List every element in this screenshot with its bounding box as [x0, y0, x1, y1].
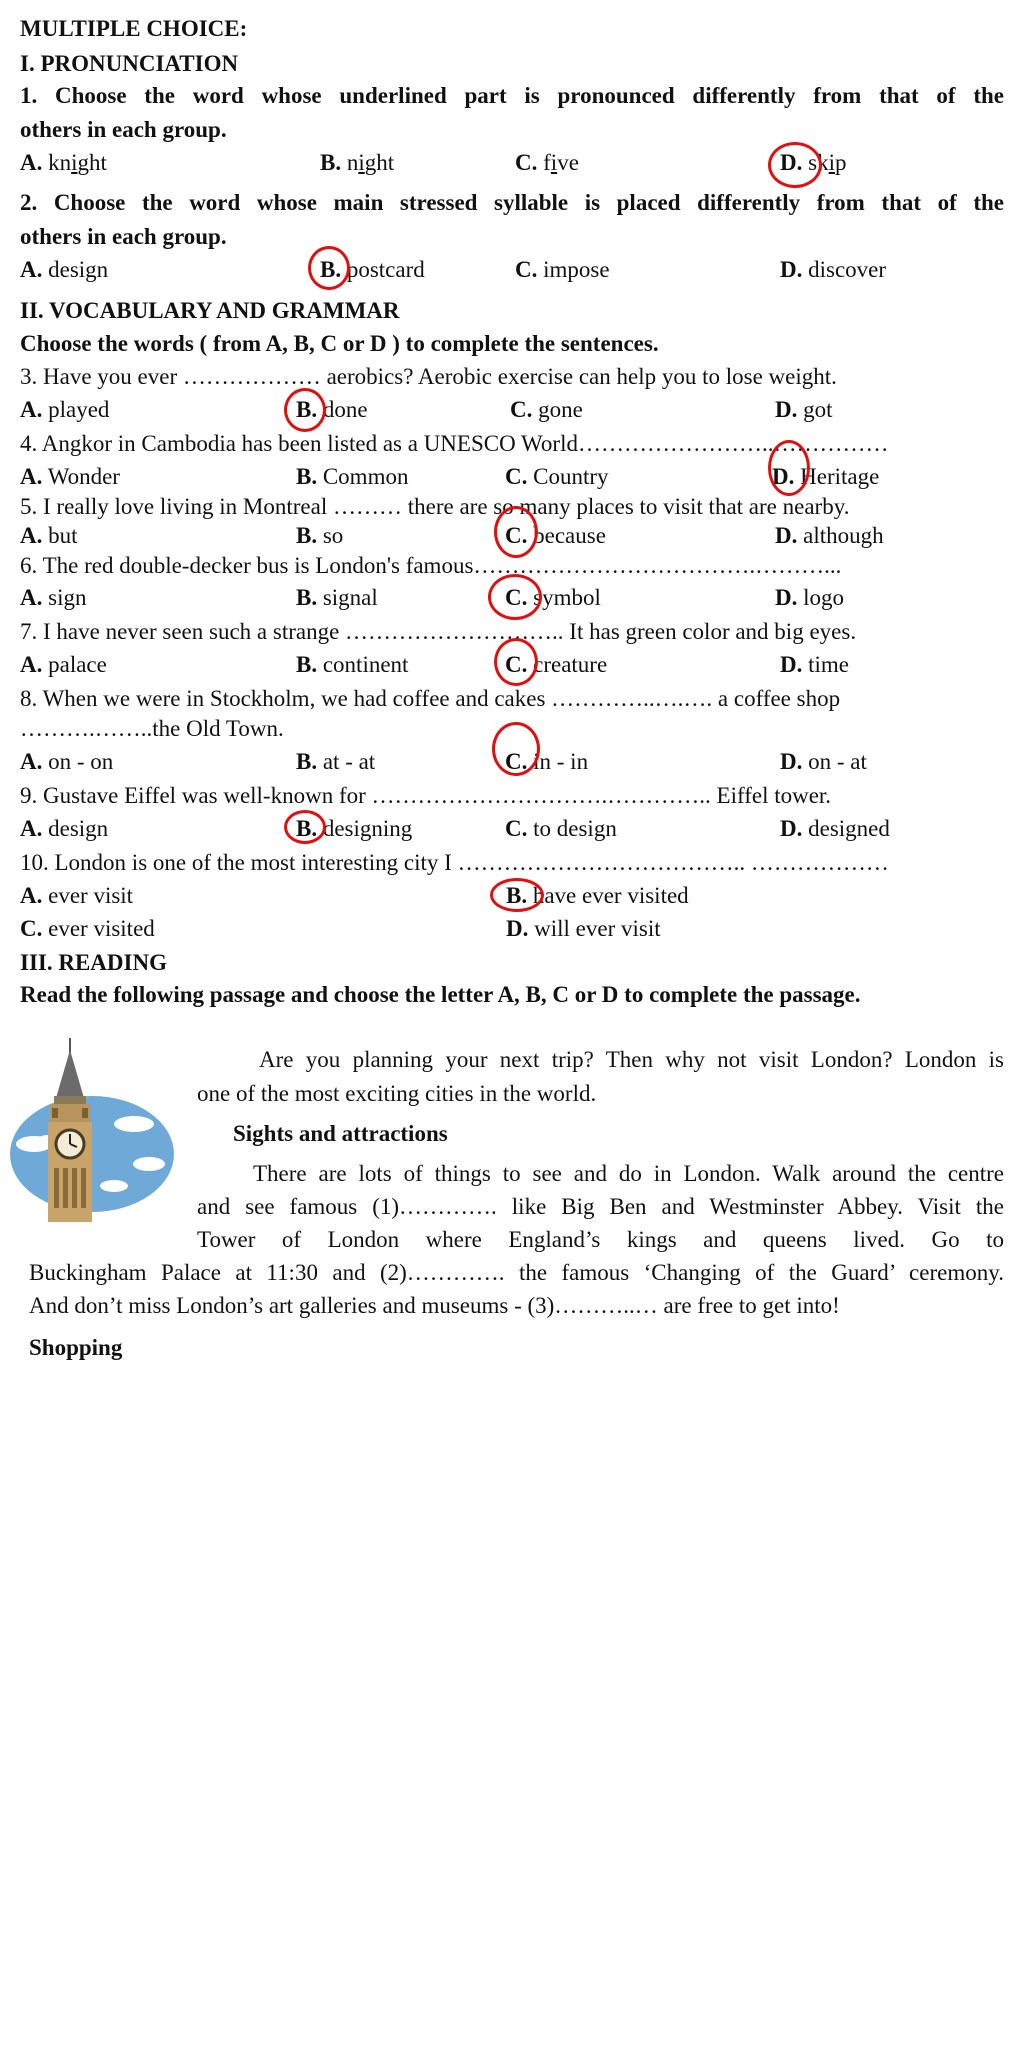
q8-question-line2: ……….……..the Old Town. — [20, 716, 284, 741]
q7-options — [20, 650, 1004, 680]
q7-option-d[interactable]: D. time — [780, 652, 850, 677]
q2-option-d[interactable]: D. discover — [780, 257, 887, 282]
q4-options — [20, 462, 1004, 492]
passage-intro-line1: Are you planning your next trip? Then why not visit London? London is — [259, 1047, 1004, 1072]
q5-options — [20, 521, 1004, 551]
big-ben-illustration — [4, 1036, 176, 1222]
q6-option-b[interactable]: B. signal — [296, 585, 378, 610]
q9-option-d[interactable]: D. designed — [780, 816, 890, 841]
q10-option-c[interactable]: C. ever visited — [20, 916, 155, 941]
q3-option-b[interactable]: B. done — [296, 397, 368, 422]
q1-instruction-line1: 1. Choose the word whose underlined part is pronounced differently from that of the — [20, 83, 1004, 108]
q8-option-a[interactable]: A. on - on — [20, 749, 114, 774]
passage-sights-line5: And don’t miss London’s art galleries and museums - (3)………..… are free to get into! — [29, 1293, 840, 1318]
section-reading-heading: III. READING — [20, 950, 167, 975]
q1-options — [20, 148, 1004, 178]
q9-option-a[interactable]: A. design — [20, 816, 109, 841]
q9-option-b[interactable]: B. designing — [296, 816, 413, 841]
page-title: MULTIPLE CHOICE: — [20, 16, 248, 41]
q1-option-a[interactable]: A. knight — [20, 150, 107, 175]
q5-option-a[interactable]: A. but — [20, 523, 78, 548]
q9-options — [20, 814, 1004, 844]
q2-options — [20, 255, 1004, 285]
q9-question: 9. Gustave Eiffel was well-known for ………………………….………….. Eiffel tower. — [20, 783, 832, 808]
q6-option-a[interactable]: A. sign — [20, 585, 87, 610]
q6-option-d[interactable]: D. logo — [775, 585, 845, 610]
q3-option-a[interactable]: A. played — [20, 397, 110, 422]
q1-option-b[interactable]: B. night — [320, 150, 395, 175]
q1-option-c[interactable]: C. five — [515, 150, 579, 175]
q8-options — [20, 747, 1004, 777]
q6-option-c[interactable]: C. symbol — [505, 585, 601, 610]
q5-option-b[interactable]: B. so — [296, 523, 344, 548]
section-pronunciation-heading: I. PRONUNCIATION — [20, 51, 239, 76]
q2-instruction-line2: others in each group. — [20, 224, 227, 249]
q4-question: 4. Angkor in Cambodia has been listed as a UNESCO World……………………..…………… — [20, 431, 889, 456]
passage-intro-line2: one of the most exciting cities in the world. — [197, 1081, 597, 1106]
q3-options — [20, 395, 1004, 425]
q3-option-c[interactable]: C. gone — [510, 397, 583, 422]
q4-option-a[interactable]: A. Wonder — [20, 464, 120, 489]
q6-options — [20, 583, 1004, 613]
q3-option-d[interactable]: D. got — [775, 397, 833, 422]
q8-option-b[interactable]: B. at - at — [296, 749, 376, 774]
q5-option-c[interactable]: C. because — [505, 523, 606, 548]
q5-question: 5. I really love living in Montreal ……… there are so many places to visit that are nearby. — [20, 494, 850, 519]
q1-option-d[interactable]: D. skip — [780, 150, 847, 175]
q7-option-b[interactable]: B. continent — [296, 652, 409, 677]
q3-question: 3. Have you ever ……………… aerobics? Aerobic exercise can help you to lose weight. — [20, 364, 837, 389]
q8-option-d[interactable]: D. on - at — [780, 749, 867, 774]
q4-option-c[interactable]: C. Country — [505, 464, 609, 489]
q2-option-b[interactable]: B. postcard — [320, 257, 425, 282]
q7-question: 7. I have never seen such a strange ……………………….. It has green color and big eyes. — [20, 619, 857, 644]
q4-option-b[interactable]: B. Common — [296, 464, 409, 489]
q10-option-d[interactable]: D. will ever visit — [506, 916, 661, 941]
q7-option-c[interactable]: C. creature — [505, 652, 608, 677]
q4-option-d[interactable]: D. Heritage — [772, 464, 880, 489]
q7-option-a[interactable]: A. palace — [20, 652, 107, 677]
passage-sights-line1: There are lots of things to see and do in London. Walk around the centre — [253, 1161, 1004, 1186]
section-vocabulary-heading: II. VOCABULARY AND GRAMMAR — [20, 298, 400, 323]
q2-option-c[interactable]: C. impose — [515, 257, 610, 282]
q9-option-c[interactable]: C. to design — [505, 816, 617, 841]
q2-instruction-line1: 2. Choose the word whose main stressed syllable is placed differently from that of the — [20, 190, 1004, 215]
passage-subheading-shopping: Shopping — [29, 1335, 123, 1360]
q10-option-b[interactable]: B. have ever visited — [506, 883, 689, 908]
q1-instruction-line2: others in each group. — [20, 117, 227, 142]
q10-options-row2 — [20, 914, 1004, 944]
passage-sights-line4: Buckingham Palace at 11:30 and (2)…………. the famous ‘Changing of the Guard’ ceremony. — [29, 1260, 1004, 1285]
q5-option-d[interactable]: D. although — [775, 523, 884, 548]
q10-option-a[interactable]: A. ever visit — [20, 883, 134, 908]
q10-question: 10. London is one of the most interesting city I ……………………………….. ……………… — [20, 850, 889, 875]
q6-question: 6. The red double-decker bus is London's famous……………………………….………... — [20, 553, 842, 578]
passage-subheading-sights: Sights and attractions — [233, 1121, 448, 1146]
q10-options-row1 — [20, 881, 1004, 911]
vocabulary-instruction: Choose the words ( from A, B, C or D ) to complete the sentences. — [20, 331, 659, 356]
passage-sights-line3: Tower of London where England’s kings and queens lived. Go to — [197, 1227, 1004, 1252]
reading-instruction: Read the following passage and choose the letter A, B, C or D to complete the passage. — [20, 982, 861, 1007]
passage-sights-line2: and see famous (1)…………. like Big Ben and Westminster Abbey. Visit the — [197, 1194, 1004, 1219]
q8-option-c[interactable]: C. in - in — [505, 749, 589, 774]
q2-option-a[interactable]: A. design — [20, 257, 109, 282]
q8-question-line1: 8. When we were in Stockholm, we had coffee and cakes …………..….…. a coffee shop — [20, 686, 841, 711]
